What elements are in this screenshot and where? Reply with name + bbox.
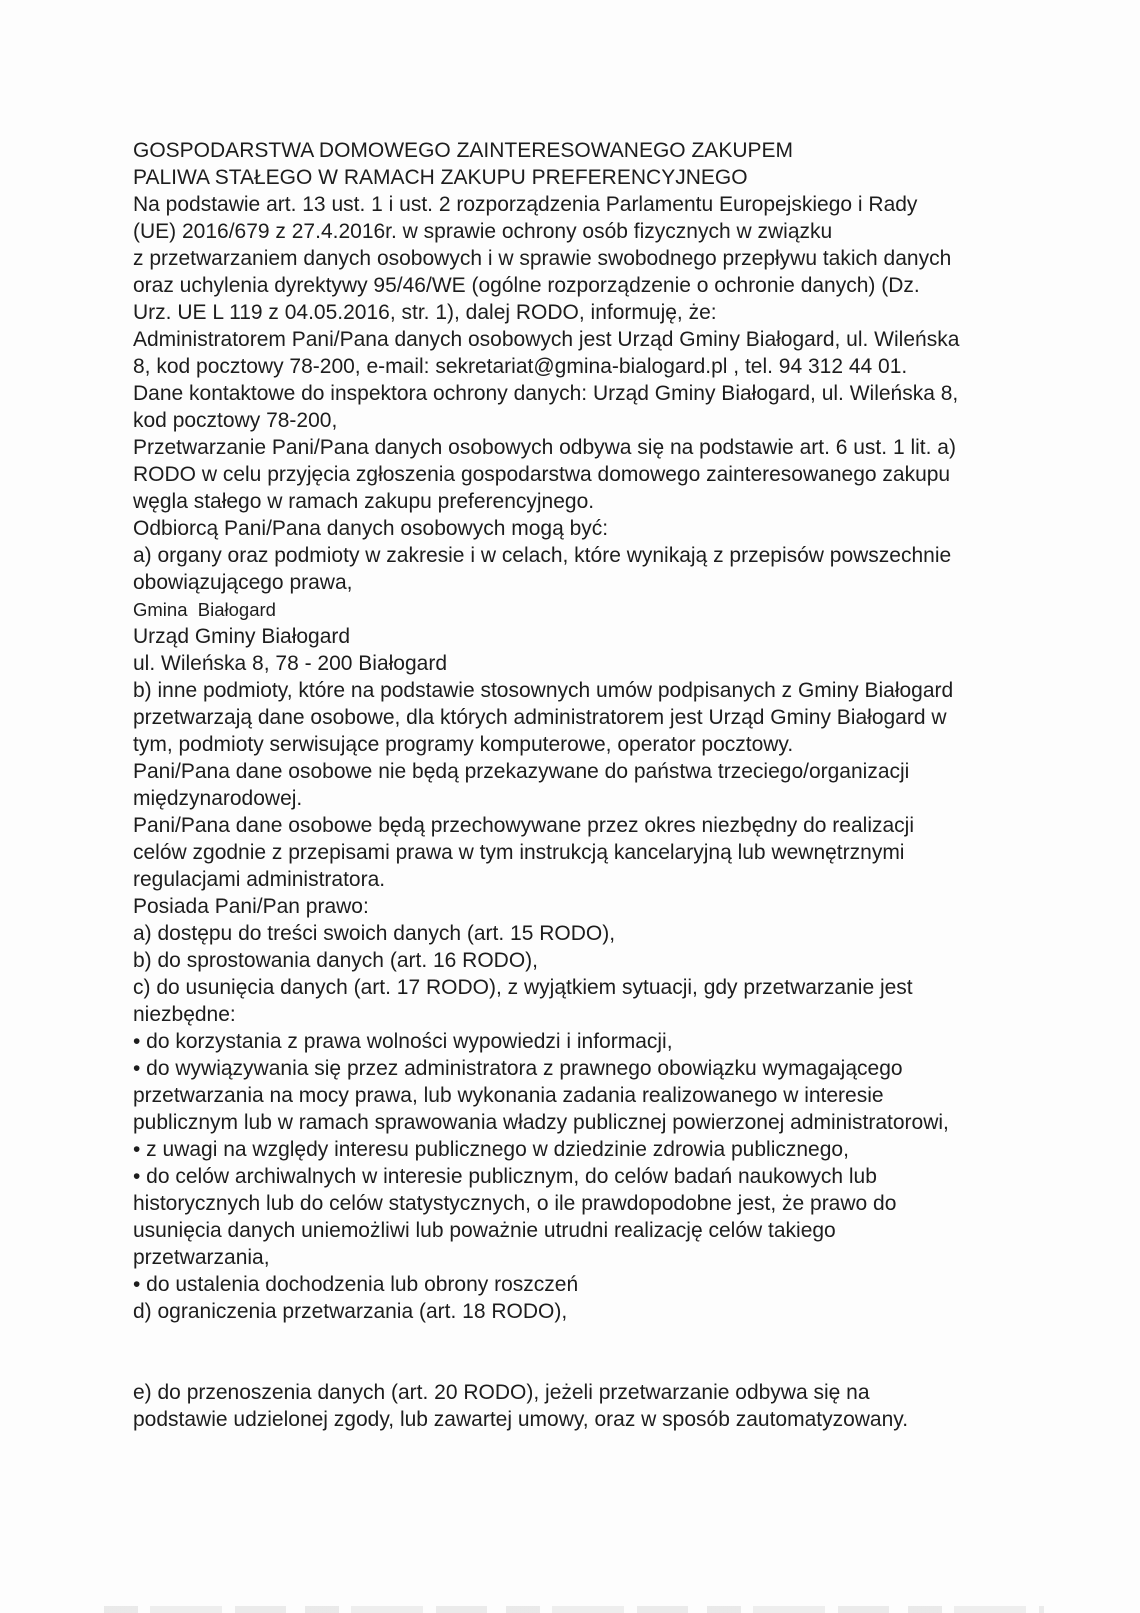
text-line: Posiada Pani/Pan prawo: [133,895,369,918]
text-line: Gmina Białogard [133,599,276,620]
text-line: 8, kod pocztowy 78-200, e-mail: sekretariat@gmina-bialogard.pl , tel. 94 312 44 01. [133,355,908,378]
text-line: przetwarzania, [133,1246,270,1269]
text-line: Urząd Gminy Białogard [133,625,351,648]
text-line: historycznych lub do celów statystycznych, o ile prawdopodobne jest, że prawo do [133,1192,897,1215]
text-line: Dane kontaktowe do inspektora ochrony danych: Urząd Gminy Białogard, ul. Wileńska 8, [133,382,959,405]
document-text [133,137,1053,1433]
text-line: podstawie udzielonej zgody, lub zawartej umowy, oraz w sposób zautomatyzowany. [133,1408,909,1431]
text-line: niezbędne: [133,1003,236,1026]
text-line: • z uwagi na względy interesu publicznego w dziedzinie zdrowia publicznego, [133,1138,849,1161]
text-line: • do wywiązywania się przez administratora z prawnego obowiązku wymagającego [133,1057,903,1080]
text-line [133,1352,1053,1379]
text-line: usunięcia danych uniemożliwi lub poważnie utrudni realizację celów takiego [133,1219,836,1242]
text-line: • do korzystania z prawa wolności wypowiedzi i informacji, [133,1030,673,1053]
text-line: • do celów archiwalnych w interesie publicznym, do celów badań naukowych lub [133,1165,877,1188]
text-line: regulacjami administratora. [133,868,386,891]
text-line: RODO w celu przyjęcia zgłoszenia gospodarstwa domowego zainteresowanego zakupu [133,463,951,486]
text-line: Odbiorcą Pani/Pana danych osobowych mogą być: [133,517,609,540]
text-line: b) do sprostowania danych (art. 16 RODO), [133,949,539,972]
text-line: Przetwarzanie Pani/Pana danych osobowych odbywa się na podstawie art. 6 ust. 1 lit. a) [133,436,956,459]
text-line: • do ustalenia dochodzenia lub obrony roszczeń [133,1273,579,1296]
text-line: ul. Wileńska 8, 78 - 200 Białogard [133,652,448,675]
text-line [133,1325,1053,1352]
text-line: a) organy oraz podmioty w zakresie i w celach, które wynikają z przepisów powszechnie [133,544,952,567]
text-line: Urz. UE L 119 z 04.05.2016, str. 1), dalej RODO, informuję, że: [133,301,717,324]
text-line: publicznym lub w ramach sprawowania władzy publicznej powierzonej administratorowi, [133,1111,949,1134]
text-line: c) do usunięcia danych (art. 17 RODO), z wyjątkiem sytuacji, gdy przetwarzanie jest [133,976,913,999]
text-line: przetwarzania na mocy prawa, lub wykonania zadania realizowanego w interesie [133,1084,884,1107]
text-line: e) do przenoszenia danych (art. 20 RODO), jeżeli przetwarzanie odbywa się na [133,1381,870,1404]
text-line: GOSPODARSTWA DOMOWEGO ZAINTERESOWANEGO ZAKUPEM [133,139,793,162]
text-line: przetwarzają dane osobowe, dla których administratorem jest Urząd Gminy Białogard w [133,706,947,729]
cutoff-glyph-tops [104,1606,1044,1613]
text-line: b) inne podmioty, które na podstawie stosownych umów podpisanych z Gminy Białogard [133,679,954,702]
text-line: celów zgodnie z przepisami prawa w tym instrukcją kancelaryjną lub wewnętrznymi [133,841,905,864]
text-line: kod pocztowy 78-200, [133,409,338,432]
cutoff-next-line [104,1603,1044,1613]
text-line: Pani/Pana dane osobowe nie będą przekazywane do państwa trzeciego/organizacji [133,760,910,783]
text-line: Na podstawie art. 13 ust. 1 i ust. 2 rozporządzenia Parlamentu Europejskiego i Rady [133,193,918,216]
text-line: węgla stałego w ramach zakupu preferencyjnego. [133,490,595,513]
text-line: Administratorem Pani/Pana danych osobowych jest Urząd Gminy Białogard, ul. Wileńska [133,328,960,351]
text-line: oraz uchylenia dyrektywy 95/46/WE (ogólne rozporządzenie o ochronie danych) (Dz. [133,274,920,297]
text-line: z przetwarzaniem danych osobowych i w sprawie swobodnego przepływu takich danych [133,247,952,270]
text-line: (UE) 2016/679 z 27.4.2016r. w sprawie ochrony osób fizycznych w związku [133,220,833,243]
text-line: obowiązującego prawa, [133,571,353,594]
text-line: PALIWA STAŁEGO W RAMACH ZAKUPU PREFERENCYJNEGO [133,166,748,189]
text-line: a) dostępu do treści swoich danych (art. 15 RODO), [133,922,616,945]
text-line: międzynarodowej. [133,787,303,810]
text-line: Pani/Pana dane osobowe będą przechowywane przez okres niezbędny do realizacji [133,814,914,837]
text-line: d) ograniczenia przetwarzania (art. 18 RODO), [133,1300,568,1323]
text-line: tym, podmioty serwisujące programy komputerowe, operator pocztowy. [133,733,794,756]
